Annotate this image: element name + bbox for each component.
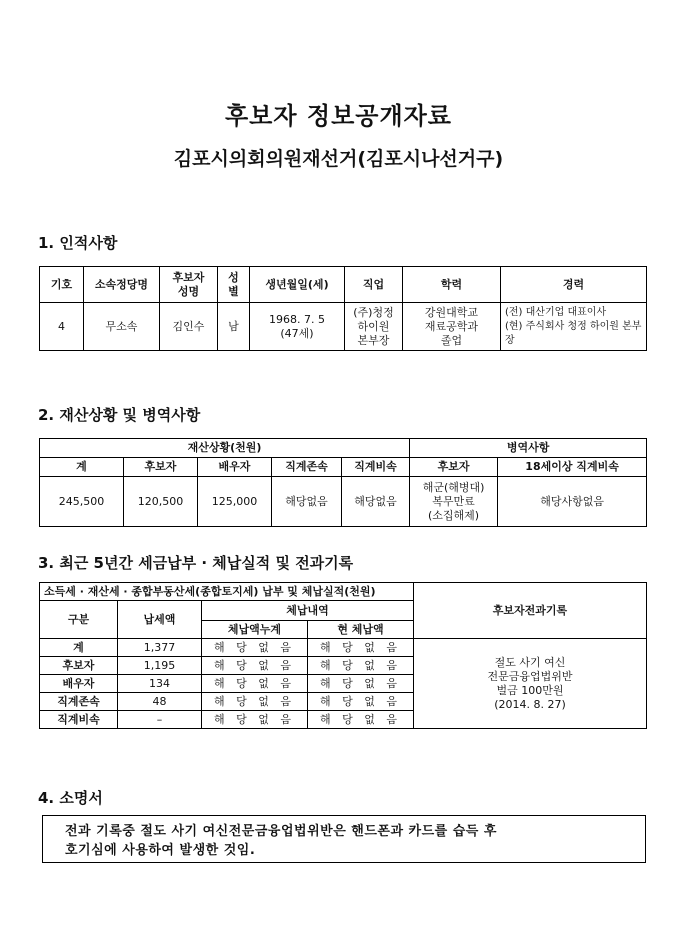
row-category: 후보자 [40,657,118,675]
property-military-table [39,438,647,527]
row-paid: 134 [118,675,202,693]
header-arrears-current: 현 체납액 [308,621,414,639]
row-paid: 1,377 [118,639,202,657]
section4-heading: 4. 소명서 [38,789,103,807]
cell-birth: 1968. 7. 5 (47세) [250,303,345,351]
row-category: 직계비속 [40,711,118,729]
value-military-candidate: 해군(해병대) 복무만료 (소집해제) [410,477,498,527]
header-education: 학력 [403,267,501,303]
cell-career: (전) 대산기업 대표이사 (현) 주식회사 청정 하이원 본부장 [501,303,647,351]
header-number: 기호 [40,267,84,303]
row-arrears-current: 해 당 없 음 [308,675,414,693]
row-arrears-current: 해 당 없 음 [308,711,414,729]
row-paid: 48 [118,693,202,711]
header-descendants: 직계비속 [342,458,410,477]
row-arrears-total: 해 당 없 음 [202,711,308,729]
header-criminal: 후보자전과기록 [414,583,647,639]
header-birth: 생년월일(세) [250,267,345,303]
section2-heading: 2. 재산상황 및 병역사항 [38,406,201,424]
row-arrears-total: 해 당 없 음 [202,639,308,657]
value-candidate: 120,500 [124,477,198,527]
header-candidate: 후보자 [124,458,198,477]
personal-info-table [39,266,647,351]
value-spouse: 125,000 [198,477,272,527]
header-military-descendants: 18세이상 직계비속 [498,458,647,477]
tax-criminal-table [39,582,647,729]
header-name: 후보자 성명 [160,267,218,303]
row-paid: – [118,711,202,729]
row-category: 직계존속 [40,693,118,711]
header-military-candidate: 후보자 [410,458,498,477]
explanation-box: 전과 기록중 절도 사기 여신전문금융업법위반은 핸드폰과 카드를 습득 후 호기심에 사용하여 발생한 것임. [42,815,646,863]
header-arrears-total: 체납액누계 [202,621,308,639]
cell-name: 김인수 [160,303,218,351]
section1-heading: 1. 인적사항 [38,234,118,252]
group-tax: 소득세 · 재산세 · 종합부동산세(종합토지세) 납부 및 체납실적(천원) [40,583,414,601]
header-ascendants: 직계존속 [272,458,342,477]
cell-job: (주)청정 하이원 본부장 [345,303,403,351]
group-property: 재산상황(천원) [40,439,410,458]
row-arrears-current: 해 당 없 음 [308,657,414,675]
page-title: 후보자 정보공개자료 [224,102,452,130]
value-total: 245,500 [40,477,124,527]
row-arrears-current: 해 당 없 음 [308,639,414,657]
row-arrears-total: 해 당 없 음 [202,675,308,693]
header-category: 구분 [40,601,118,639]
row-arrears-total: 해 당 없 음 [202,657,308,675]
header-gender: 성 별 [218,267,250,303]
page-subtitle: 김포시의회의원재선거(김포시나선거구) [173,148,504,170]
group-military: 병역사항 [410,439,647,458]
row-category: 배우자 [40,675,118,693]
header-arrears: 체납내역 [202,601,414,621]
criminal-record: 절도 사기 여신 전문금융업법위반 벌금 100만원 (2014. 8. 27) [414,639,647,729]
header-party: 소속정당명 [84,267,160,303]
cell-party: 무소속 [84,303,160,351]
header-spouse: 배우자 [198,458,272,477]
cell-number: 4 [40,303,84,351]
header-paid: 납세액 [118,601,202,639]
cell-education: 강원대학교 재료공학과 졸업 [403,303,501,351]
value-military-descendants: 해당사항없음 [498,477,647,527]
header-total: 계 [40,458,124,477]
row-category: 계 [40,639,118,657]
header-career: 경력 [501,267,647,303]
table-row [40,639,647,657]
row-arrears-total: 해 당 없 음 [202,693,308,711]
value-ascendants: 해당없음 [272,477,342,527]
section3-heading: 3. 최근 5년간 세금납부 · 체납실적 및 전과기록 [38,554,354,572]
header-job: 직업 [345,267,403,303]
value-descendants: 해당없음 [342,477,410,527]
cell-gender: 남 [218,303,250,351]
row-arrears-current: 해 당 없 음 [308,693,414,711]
row-paid: 1,195 [118,657,202,675]
